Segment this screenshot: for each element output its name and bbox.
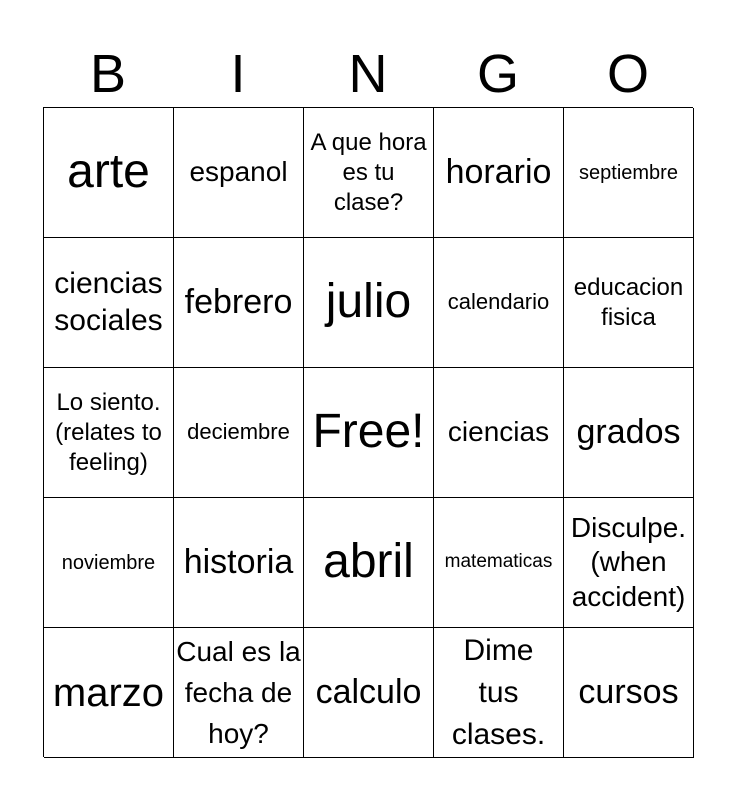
cell-text: marzo: [52, 670, 165, 715]
bingo-cell[interactable]: [564, 628, 694, 758]
bingo-cell[interactable]: [304, 238, 434, 368]
bingo-cell[interactable]: [434, 628, 564, 758]
bingo-cell[interactable]: [434, 498, 564, 628]
bingo-cell[interactable]: [44, 108, 174, 238]
cell-text: ciencias: [447, 416, 550, 448]
cell-text: educacion fisica: [573, 273, 684, 331]
bingo-cell[interactable]: [174, 238, 304, 368]
header-letter-g: G: [476, 44, 519, 104]
cell-text: historia: [183, 542, 294, 581]
cell-text: Disculpe. (when accident): [570, 512, 687, 612]
cell-text: Dime tus clases.: [451, 633, 546, 751]
cell-text: arte: [67, 145, 150, 199]
cell-text: grados: [576, 412, 681, 451]
header-letter-n: N: [348, 44, 388, 104]
bingo-cell[interactable]: [564, 368, 694, 498]
bingo-cell[interactable]: [564, 238, 694, 368]
bingo-cell[interactable]: [434, 108, 564, 238]
bingo-board: [43, 107, 693, 757]
bingo-cell[interactable]: [44, 238, 174, 368]
bingo-cell[interactable]: [44, 368, 174, 498]
bingo-cell[interactable]: [174, 628, 304, 758]
cell-text: Lo siento. (relates to feeling): [55, 388, 162, 476]
header-letter-i: I: [230, 44, 246, 104]
bingo-cell[interactable]: [304, 108, 434, 238]
cell-text: Cual es la fecha de hoy?: [176, 635, 301, 750]
bingo-cell[interactable]: [174, 108, 304, 238]
free-space: Free!: [312, 405, 425, 459]
cell-text: calendario: [447, 289, 550, 315]
cell-text: deciembre: [187, 419, 290, 445]
header-letter-b: B: [89, 44, 127, 104]
bingo-cell[interactable]: [434, 368, 564, 498]
cell-text: febrero: [184, 282, 293, 321]
cell-text: noviembre: [61, 551, 156, 574]
cell-text: abril: [323, 535, 414, 589]
cell-text: cursos: [578, 672, 679, 711]
bingo-cell[interactable]: [304, 628, 434, 758]
cell-text: julio: [325, 275, 412, 329]
bingo-cell[interactable]: [44, 498, 174, 628]
cell-text: espanol: [189, 156, 288, 188]
bingo-cell[interactable]: [564, 108, 694, 238]
header-letter-o: O: [606, 44, 649, 104]
bingo-cell[interactable]: [44, 628, 174, 758]
bingo-cell[interactable]: [434, 238, 564, 368]
bingo-cell[interactable]: [304, 498, 434, 628]
bingo-cell[interactable]: [564, 498, 694, 628]
cell-text: calculo: [315, 672, 422, 711]
cell-text: ciencias sociales: [54, 266, 163, 337]
bingo-cell[interactable]: [174, 368, 304, 498]
cell-text: septiembre: [579, 161, 678, 184]
cell-text: matematicas: [444, 551, 553, 573]
bingo-header: [43, 40, 693, 108]
bingo-cell[interactable]: [174, 498, 304, 628]
cell-text: A que hora es tu clase?: [310, 128, 427, 216]
cell-text: horario: [445, 152, 552, 191]
bingo-cell[interactable]: [304, 368, 434, 498]
